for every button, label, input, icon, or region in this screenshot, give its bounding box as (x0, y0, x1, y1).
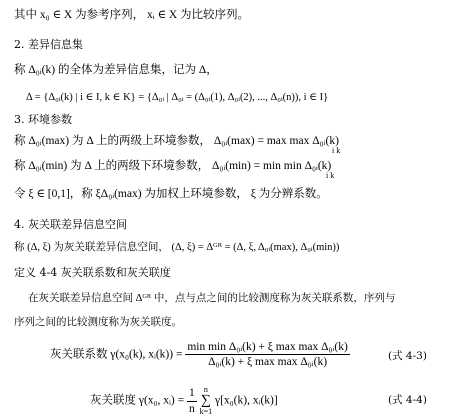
paragraph-grey-relational-space: 称 (Δ, ξ) 为灰关联差异信息空间， (Δ, ξ) = Δᴳᴿ = (Δ, ξ, Δ₀ᵢ(max), Δ₀ᵢ(min)) (14, 242, 340, 253)
coefficient-fraction (185, 340, 350, 370)
paragraph-difference-info-set: 称 Δ₀ᵢ(k) 的全体为差异信息集，记为 Δ， (14, 64, 218, 76)
coefficient-label: 灰关联系数 γ(x₀(k), xᵢ(k)) = (50, 348, 183, 361)
lower-env-param-subscripts: i k (326, 171, 335, 180)
summation-symbol: ∑ (200, 393, 211, 408)
degree-body: γ[x₀(k), xᵢ(k)] (215, 394, 278, 407)
summation-lower: k=1 (199, 407, 213, 416)
heading-difference-info-set: 2. 差异信息集 (14, 38, 83, 51)
coefficient-numerator: min min Δ₀ᵢ(k) + ξ max max Δ₀ᵢ(k) (185, 340, 350, 355)
degree-denominator: n (189, 402, 195, 415)
equation-number-4-4: (式 4-4) (388, 394, 427, 406)
upper-env-param-subscripts: i k (332, 146, 341, 155)
equation-grey-relational-coefficient (50, 340, 350, 370)
equation-grey-relational-degree (90, 386, 278, 416)
degree-label: 灰关联度 γ(x₀, xᵢ) = (90, 394, 185, 407)
heading-grey-relational-space: 4. 灰关联差异信息空间 (14, 218, 127, 231)
equation-number-4-3: (式 4-3) (388, 350, 427, 362)
paragraph-weighted-env-param: 令 ξ ∈ [0,1]，称 ξΔ₀ᵢ(max) 为加权上环境参数， ξ 为分辨系数。 (14, 188, 328, 200)
heading-environment-params: 3. 环境参数 (14, 113, 72, 126)
equation-difference-set: Δ = {Δ₀ᵢ(k) | i ∈ I, k ∈ K} = {Δ₀ᵢ | Δ₀ᵢ = (Δ₀ᵢ(1), Δ₀ᵢ(2), ..., Δ₀ᵢ(n)), i ∈ I} (26, 92, 329, 103)
paragraph-reference-series: 其中 x₀ ∈ X 为参考序列， xᵢ ∈ X 为比较序列。 (14, 9, 250, 21)
degree-numerator: 1 (187, 386, 197, 401)
definition-title: 定义 4-4 灰关联系数和灰关联度 (14, 266, 171, 279)
summation (200, 386, 213, 416)
paragraph-measure-text-line2: 序列之间的比较测度称为灰关联度。 (14, 317, 182, 328)
coefficient-denominator: Δ₀ᵢ(k) + ξ max max Δ₀ᵢ(k) (208, 356, 328, 369)
paragraph-lower-env-param: 称 Δ₀ᵢ(min) 为 Δ 上的两级下环境参数， Δ₀ᵢ(min) = min min Δ₀ᵢ(k) (14, 160, 332, 172)
summation-upper: n (203, 385, 208, 394)
degree-fraction (187, 386, 197, 416)
paragraph-upper-env-param: 称 Δ₀ᵢ(max) 为 Δ 上的两级上环境参数， Δ₀ᵢ(max) = max max Δ₀ᵢ(k) (14, 135, 339, 147)
paragraph-measure-text-line1: 在灰关联差异信息空间 Δᴳᴿ 中，点与点之间的比较测度称为灰关联系数，序列与 (28, 293, 396, 304)
